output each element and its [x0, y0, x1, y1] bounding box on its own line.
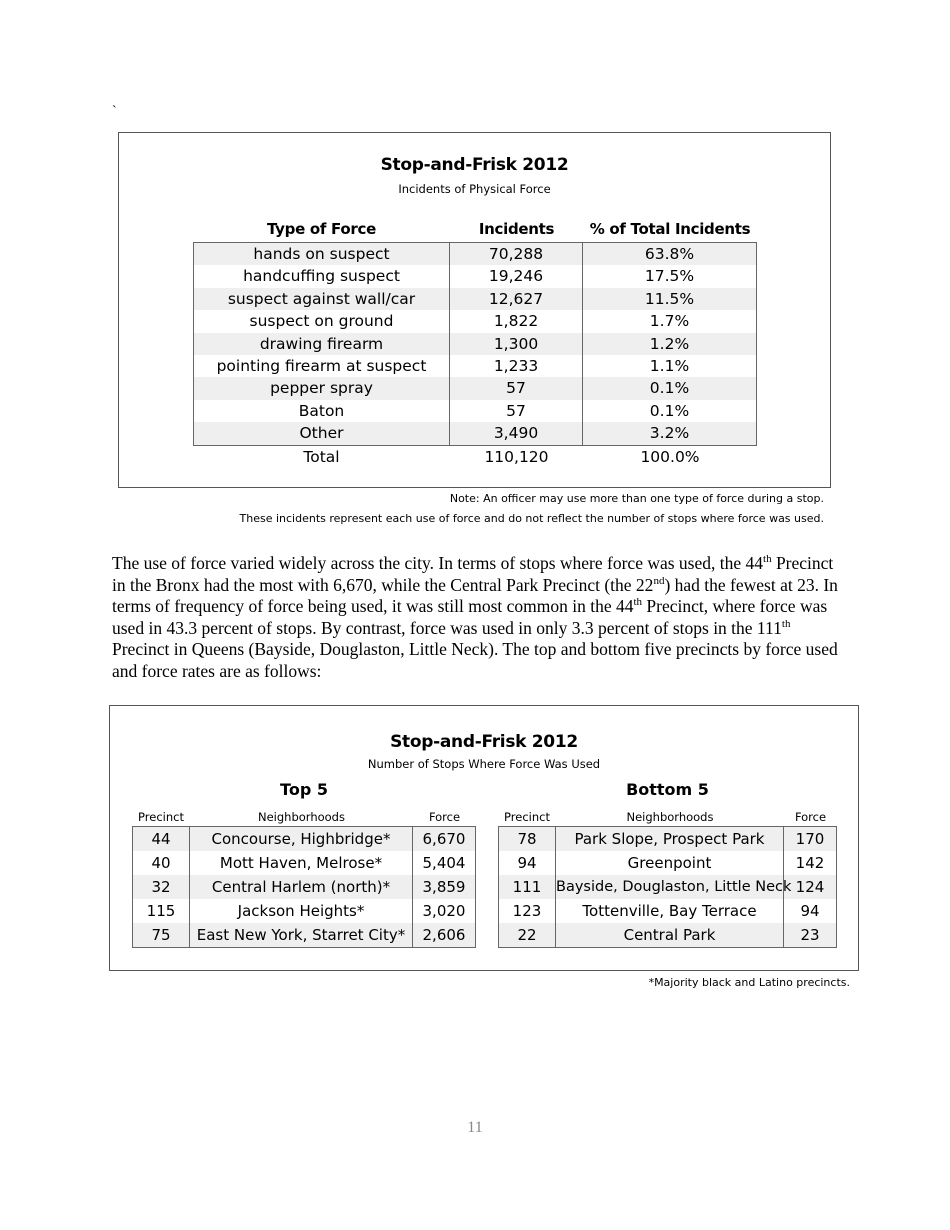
precinct-force-table-box	[109, 705, 859, 971]
neighborhood-cell: Bayside, Douglaston, Little Neck	[556, 875, 784, 899]
neighborhood-cell: Central Harlem (north)*	[190, 875, 413, 899]
type-cell: pepper spray	[193, 377, 450, 399]
top5-grid	[132, 826, 476, 948]
incidents-cell: 57	[450, 377, 583, 399]
neighborhood-cell: Greenpoint	[556, 851, 784, 875]
incidents-cell: 1,822	[450, 310, 583, 332]
force-type-table-box	[118, 132, 831, 488]
para-text: Precinct in the Bronx had the most with 6,670, while the Central Park Precinct (the 22	[112, 553, 834, 595]
neighborhood-cell: Concourse, Highbridge*	[190, 827, 413, 851]
percent-cell: 11.5%	[583, 288, 757, 310]
table-row	[132, 851, 476, 875]
bottom5-grid	[498, 826, 837, 948]
neighborhood-cell: Central Park	[556, 923, 784, 947]
percent-cell: 0.1%	[583, 377, 757, 399]
percent-cell: 17.5%	[583, 265, 757, 287]
incidents-cell: 12,627	[450, 288, 583, 310]
para-sup: th	[781, 617, 791, 630]
para-sup: th	[633, 596, 643, 609]
para-text: Precinct, where force was used in 43.3 percent of stops. By contrast, force was used in only 3.3 percent of stops in the 111	[112, 596, 828, 638]
type-cell: Other	[193, 422, 450, 444]
force-cell: 3,859	[413, 875, 476, 899]
table-row	[498, 827, 837, 851]
table-row	[498, 875, 837, 899]
top-col-precinct: Precinct	[138, 810, 184, 824]
table-row	[193, 377, 757, 399]
neighborhood-cell: Park Slope, Prospect Park	[556, 827, 784, 851]
precinct-cell: 22	[498, 923, 556, 947]
table2-subtitle: Number of Stops Where Force Was Used	[367, 757, 601, 771]
type-cell: suspect against wall/car	[193, 288, 450, 310]
table1-header-type: Type of Force	[267, 220, 376, 238]
force-cell: 5,404	[413, 851, 476, 875]
table-row	[132, 923, 476, 947]
table1-body	[193, 242, 757, 446]
table-row	[193, 265, 757, 287]
top5-title: Top 5	[280, 780, 328, 799]
table-row	[132, 899, 476, 923]
table-row	[193, 333, 757, 355]
force-cell: 2,606	[413, 923, 476, 947]
para-text: The use of force varied widely across the city. In terms of stops where force was used, the 44	[112, 553, 764, 573]
top-col-neighborhoods: Neighborhoods	[258, 810, 345, 824]
page-number: 11	[467, 1119, 483, 1136]
incidents-cell: 57	[450, 400, 583, 422]
total-incidents: 110,120	[484, 447, 549, 466]
top-col-force: Force	[428, 810, 461, 824]
percent-cell: 1.1%	[583, 355, 757, 377]
table1-note-line1: Note: An officer may use more than one type of force during a stop.	[449, 492, 824, 505]
precinct-cell: 94	[498, 851, 556, 875]
total-percent: 100.0%	[640, 447, 700, 466]
table2-title: Stop-and-Frisk 2012	[390, 732, 578, 752]
percent-cell: 0.1%	[583, 400, 757, 422]
table-row	[193, 288, 757, 310]
table-row	[132, 827, 476, 851]
bottom-col-force: Force	[794, 810, 827, 824]
precinct-cell: 40	[132, 851, 190, 875]
force-cell: 6,670	[413, 827, 476, 851]
force-cell: 124	[784, 875, 837, 899]
neighborhood-cell: East New York, Starret City*	[190, 923, 413, 947]
incidents-cell: 3,490	[450, 422, 583, 444]
incidents-cell: 1,300	[450, 333, 583, 355]
percent-cell: 1.2%	[583, 333, 757, 355]
table2-footnote: *Majority black and Latino precincts.	[648, 976, 850, 989]
table1-subtitle: Incidents of Physical Force	[398, 182, 551, 196]
neighborhood-cell: Tottenville, Bay Terrace	[556, 899, 784, 923]
percent-cell: 63.8%	[583, 243, 757, 265]
type-cell: suspect on ground	[193, 310, 450, 332]
table-row	[498, 923, 837, 947]
precinct-cell: 75	[132, 923, 190, 947]
precinct-cell: 111	[498, 875, 556, 899]
table-row	[193, 422, 757, 444]
type-cell: hands on suspect	[193, 243, 450, 265]
type-cell: Baton	[193, 400, 450, 422]
precinct-cell: 115	[132, 899, 190, 923]
precinct-cell: 78	[498, 827, 556, 851]
type-cell: handcuffing suspect	[193, 265, 450, 287]
neighborhood-cell: Jackson Heights*	[190, 899, 413, 923]
bottom-col-precinct: Precinct	[504, 810, 550, 824]
para-text: Precinct in Queens (Bayside, Douglaston, Little Neck). The top and bottom five precincts by force used and force rates are as follows:	[112, 639, 838, 681]
para-text: ) had the fewest at 23. In terms of frequency of force being used, it was still most common in the 44	[112, 574, 838, 616]
table1-title: Stop-and-Frisk 2012	[380, 155, 569, 175]
precinct-cell: 44	[132, 827, 190, 851]
table-row	[193, 400, 757, 422]
precinct-cell: 32	[132, 875, 190, 899]
table-row	[193, 243, 757, 265]
force-cell: 3,020	[413, 899, 476, 923]
force-cell: 142	[784, 851, 837, 875]
total-label: Total	[303, 447, 340, 466]
force-cell: 170	[784, 827, 837, 851]
para-sup: th	[763, 553, 772, 566]
precinct-cell: 123	[498, 899, 556, 923]
incidents-cell: 19,246	[450, 265, 583, 287]
table1-note-line2: These incidents represent each use of force and do not reflect the number of stops where force was used.	[239, 512, 824, 525]
incidents-cell: 70,288	[450, 243, 583, 265]
table-row	[193, 355, 757, 377]
bottom5-title: Bottom 5	[626, 780, 709, 799]
table-row	[132, 875, 476, 899]
type-cell: pointing firearm at suspect	[193, 355, 450, 377]
table-row	[193, 310, 757, 332]
table-row	[498, 851, 837, 875]
incidents-cell: 1,233	[450, 355, 583, 377]
table1-grid	[193, 242, 757, 468]
force-cell: 23	[784, 923, 837, 947]
percent-cell: 3.2%	[583, 422, 757, 444]
table1-header-percent: % of Total Incidents	[589, 220, 751, 238]
table1-header-incidents: Incidents	[478, 220, 555, 238]
stray-mark: `	[112, 104, 117, 119]
table1-total-row	[193, 446, 757, 468]
table-row	[498, 899, 837, 923]
force-cell: 94	[784, 899, 837, 923]
neighborhood-cell: Mott Haven, Melrose*	[190, 851, 413, 875]
type-cell: drawing firearm	[193, 333, 450, 355]
para-sup: nd	[653, 574, 665, 587]
percent-cell: 1.7%	[583, 310, 757, 332]
bottom-col-neighborhoods: Neighborhoods	[626, 810, 714, 824]
body-paragraph	[112, 553, 838, 682]
